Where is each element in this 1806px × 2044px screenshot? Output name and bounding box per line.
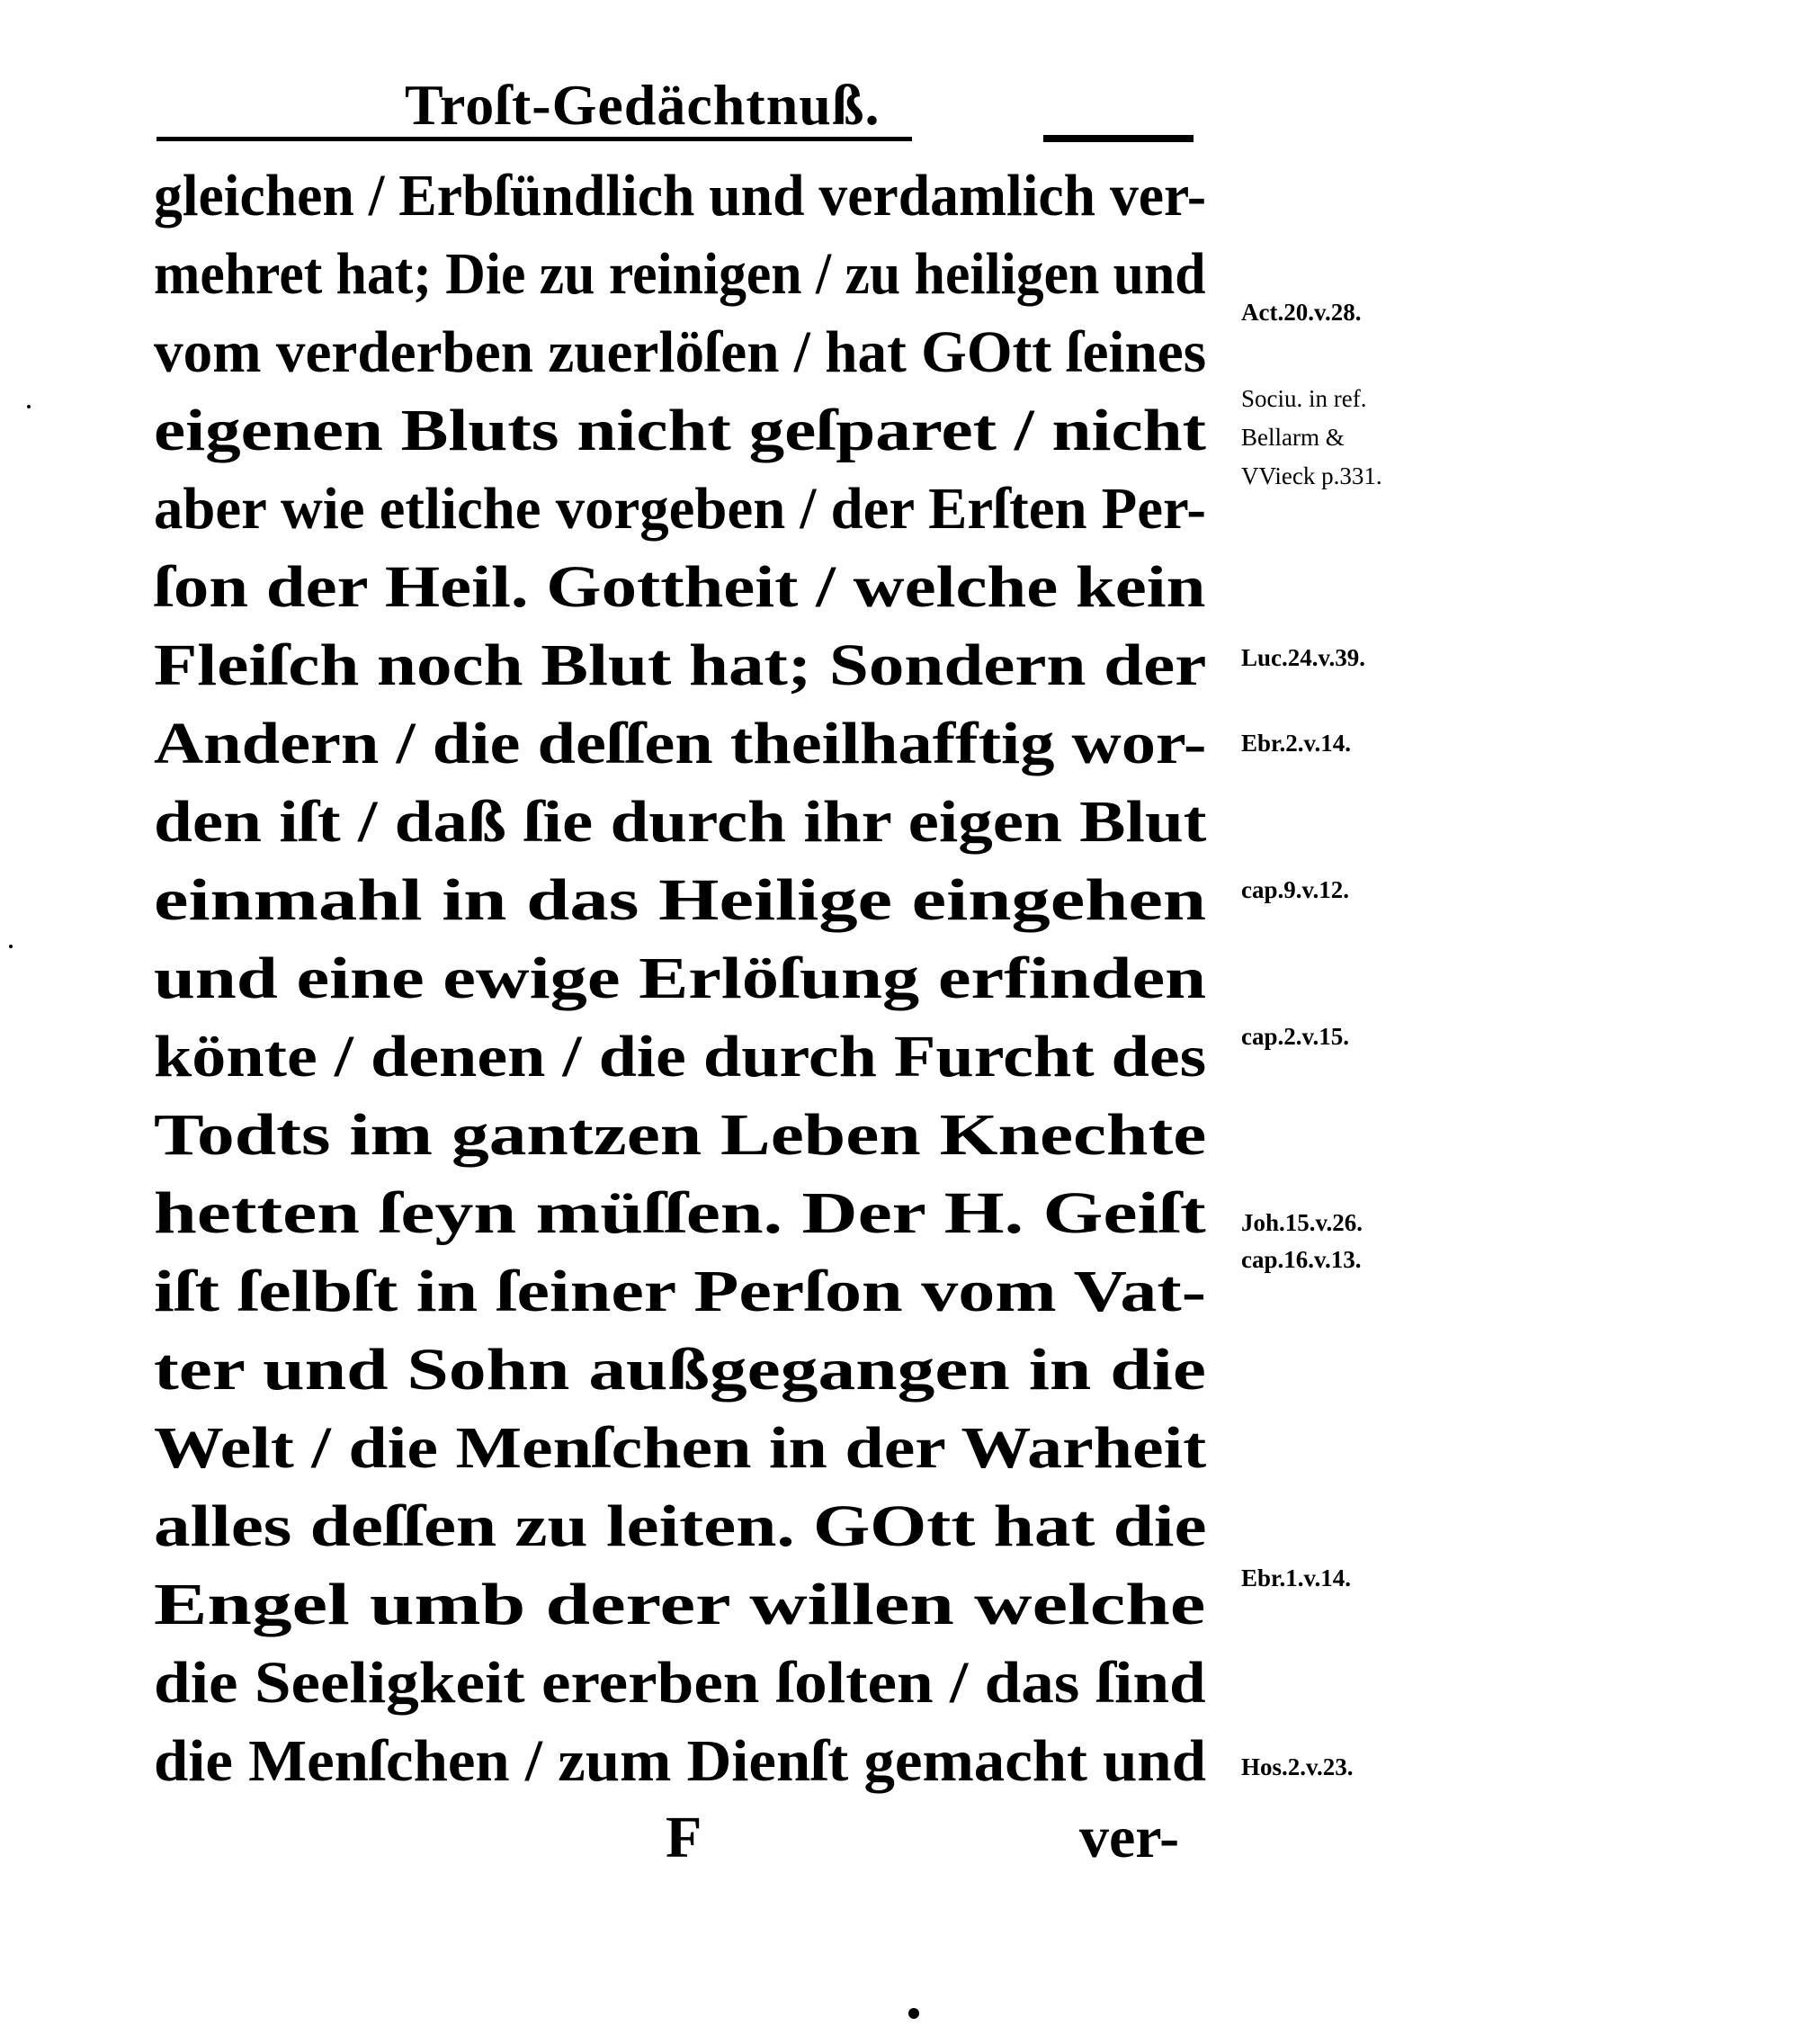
margin-note: Hos.2.v.23.: [1241, 1753, 1354, 1780]
margin-note: cap.2.v.15.: [1241, 1023, 1350, 1050]
text-line-row: [154, 1722, 1206, 1800]
text-line: die Seeligkeit ererben ſolten / das ſind: [154, 1650, 1206, 1716]
running-title: Troſt-Gedächtnuß.: [405, 73, 881, 137]
header-rule-right: [1043, 135, 1194, 142]
text-line-row: [154, 861, 1206, 939]
text-line: Welt / die Menſchen in der Warheit: [154, 1415, 1207, 1481]
text-line: hetten ſeyn müſſen. Der H. Geiſt: [154, 1180, 1206, 1246]
text-line-row: [154, 1644, 1206, 1722]
text-line: Andern / die deſſen theilhafftig wor-: [154, 711, 1207, 776]
text-line-row: [154, 626, 1206, 704]
text-line-row: [154, 235, 1206, 313]
text-line-row: [154, 1252, 1206, 1331]
text-line-row: [154, 470, 1206, 548]
ink-speck: [908, 2008, 919, 2019]
text-line: ſon der Heil. Gottheit / welche kein: [154, 554, 1206, 620]
margin-note: VVieck p.331.: [1241, 462, 1382, 489]
text-line-row: [154, 1018, 1206, 1096]
catchword: ver-: [1079, 1805, 1180, 1870]
text-line: den iſt / daß ſie durch ihr eigen Blut: [154, 789, 1207, 855]
text-line-row: [154, 1487, 1206, 1565]
text-line: ter und Sohn außgegangen in die: [154, 1337, 1206, 1403]
margin-note: Joh.15.v.26.: [1241, 1209, 1363, 1236]
text-line-row: [154, 1331, 1206, 1409]
text-line-row: [154, 313, 1206, 391]
text-line: die Menſchen / zum Dienſt gemacht und: [154, 1728, 1206, 1794]
text-line-row: [154, 548, 1206, 626]
text-line: könte / denen / die durch Furcht des: [154, 1024, 1207, 1089]
text-line: gleichen / Erbſündlich und verdamlich ver-: [154, 163, 1207, 229]
text-line: mehret hat; Die zu reinigen / zu heiligen und: [154, 241, 1206, 307]
text-line-row: [154, 1096, 1206, 1174]
text-line-row: [154, 939, 1206, 1018]
margin-note: Bellarm &: [1241, 424, 1345, 451]
margin-note: Ebr.2.v.14.: [1241, 730, 1352, 757]
text-line: Engel umb derer willen welche: [154, 1572, 1206, 1637]
text-line: Fleiſch noch Blut hat; Sondern der: [154, 632, 1207, 698]
text-line: aber wie etliche vorgeben / der Erſten Per-: [154, 476, 1206, 542]
margin-note: Act.20.v.28.: [1241, 299, 1362, 326]
margin-note: Luc.24.v.39.: [1241, 644, 1366, 671]
signature-mark: F: [666, 1805, 702, 1870]
text-line-row: [154, 1409, 1206, 1487]
header-rule-left: [156, 137, 912, 141]
ink-speck: [9, 945, 13, 948]
text-line: alles deſſen zu leiten. GOtt hat die: [154, 1493, 1207, 1559]
margin-note: Sociu. in ref.: [1241, 385, 1367, 412]
text-line: iſt ſelbſt in ſeiner Perſon vom Vat-: [154, 1259, 1207, 1324]
text-line: Todts im gantzen Leben Knechte: [154, 1102, 1207, 1168]
text-line-row: [154, 704, 1206, 783]
text-line: einmahl in das Heilige eingehen: [154, 867, 1207, 933]
text-line-row: [154, 1174, 1206, 1252]
text-line-row: [154, 157, 1206, 235]
margin-note: cap.9.v.12.: [1241, 876, 1350, 903]
text-line-row: [154, 783, 1206, 861]
text-line: eigenen Bluts nicht geſparet / nicht: [154, 398, 1206, 463]
margin-note: Ebr.1.v.14.: [1241, 1564, 1352, 1591]
ink-speck: [27, 405, 31, 408]
body-text: [154, 157, 1206, 1800]
text-line-row: [154, 1565, 1206, 1644]
text-line: und eine ewige Erlöſung erfinden: [154, 946, 1207, 1011]
text-line-row: [154, 391, 1206, 470]
text-line: vom verderben zuerlöſen / hat GOtt ſeines: [154, 319, 1207, 385]
margin-note: cap.16.v.13.: [1241, 1246, 1362, 1273]
